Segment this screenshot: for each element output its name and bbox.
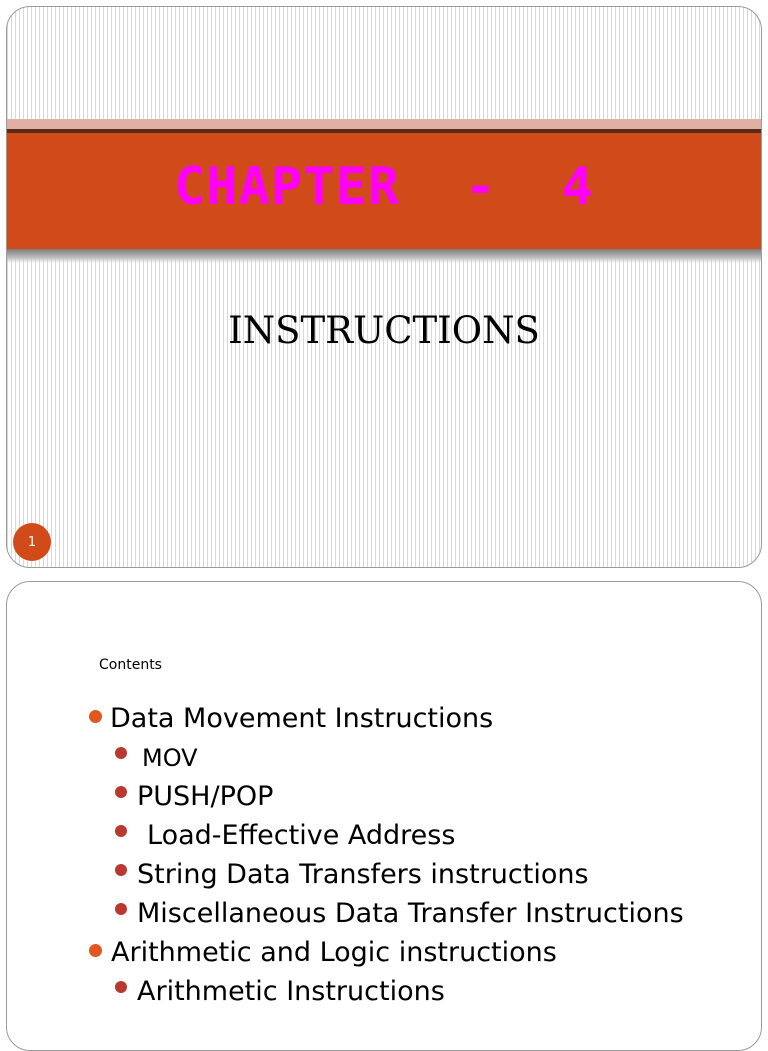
list-item: Load-Effective Address [7, 819, 761, 853]
title-band [7, 133, 761, 249]
list-item: Data Movement Instructions [7, 702, 761, 736]
list-item: Miscellaneous Data Transfer Instructions [7, 897, 761, 931]
list-item: Arithmetic and Logic instructions [7, 936, 761, 970]
contents-outline [7, 702, 761, 1014]
title-band-shadow [7, 249, 761, 263]
list-item: PUSH/POP [7, 780, 761, 814]
list-item: Arithmetic Instructions [7, 975, 761, 1009]
list-item: String Data Transfers instructions [7, 858, 761, 892]
list-item: MOV [7, 741, 761, 775]
slide-number-badge: 1 [13, 523, 51, 561]
title-slide [6, 6, 762, 568]
contents-slide [6, 581, 762, 1051]
chapter-title: CHAPTER - 4 [174, 157, 594, 217]
title-band-highlight [7, 119, 761, 129]
slide-subtitle: INSTRUCTIONS [228, 309, 540, 352]
contents-heading: Contents [99, 657, 162, 673]
